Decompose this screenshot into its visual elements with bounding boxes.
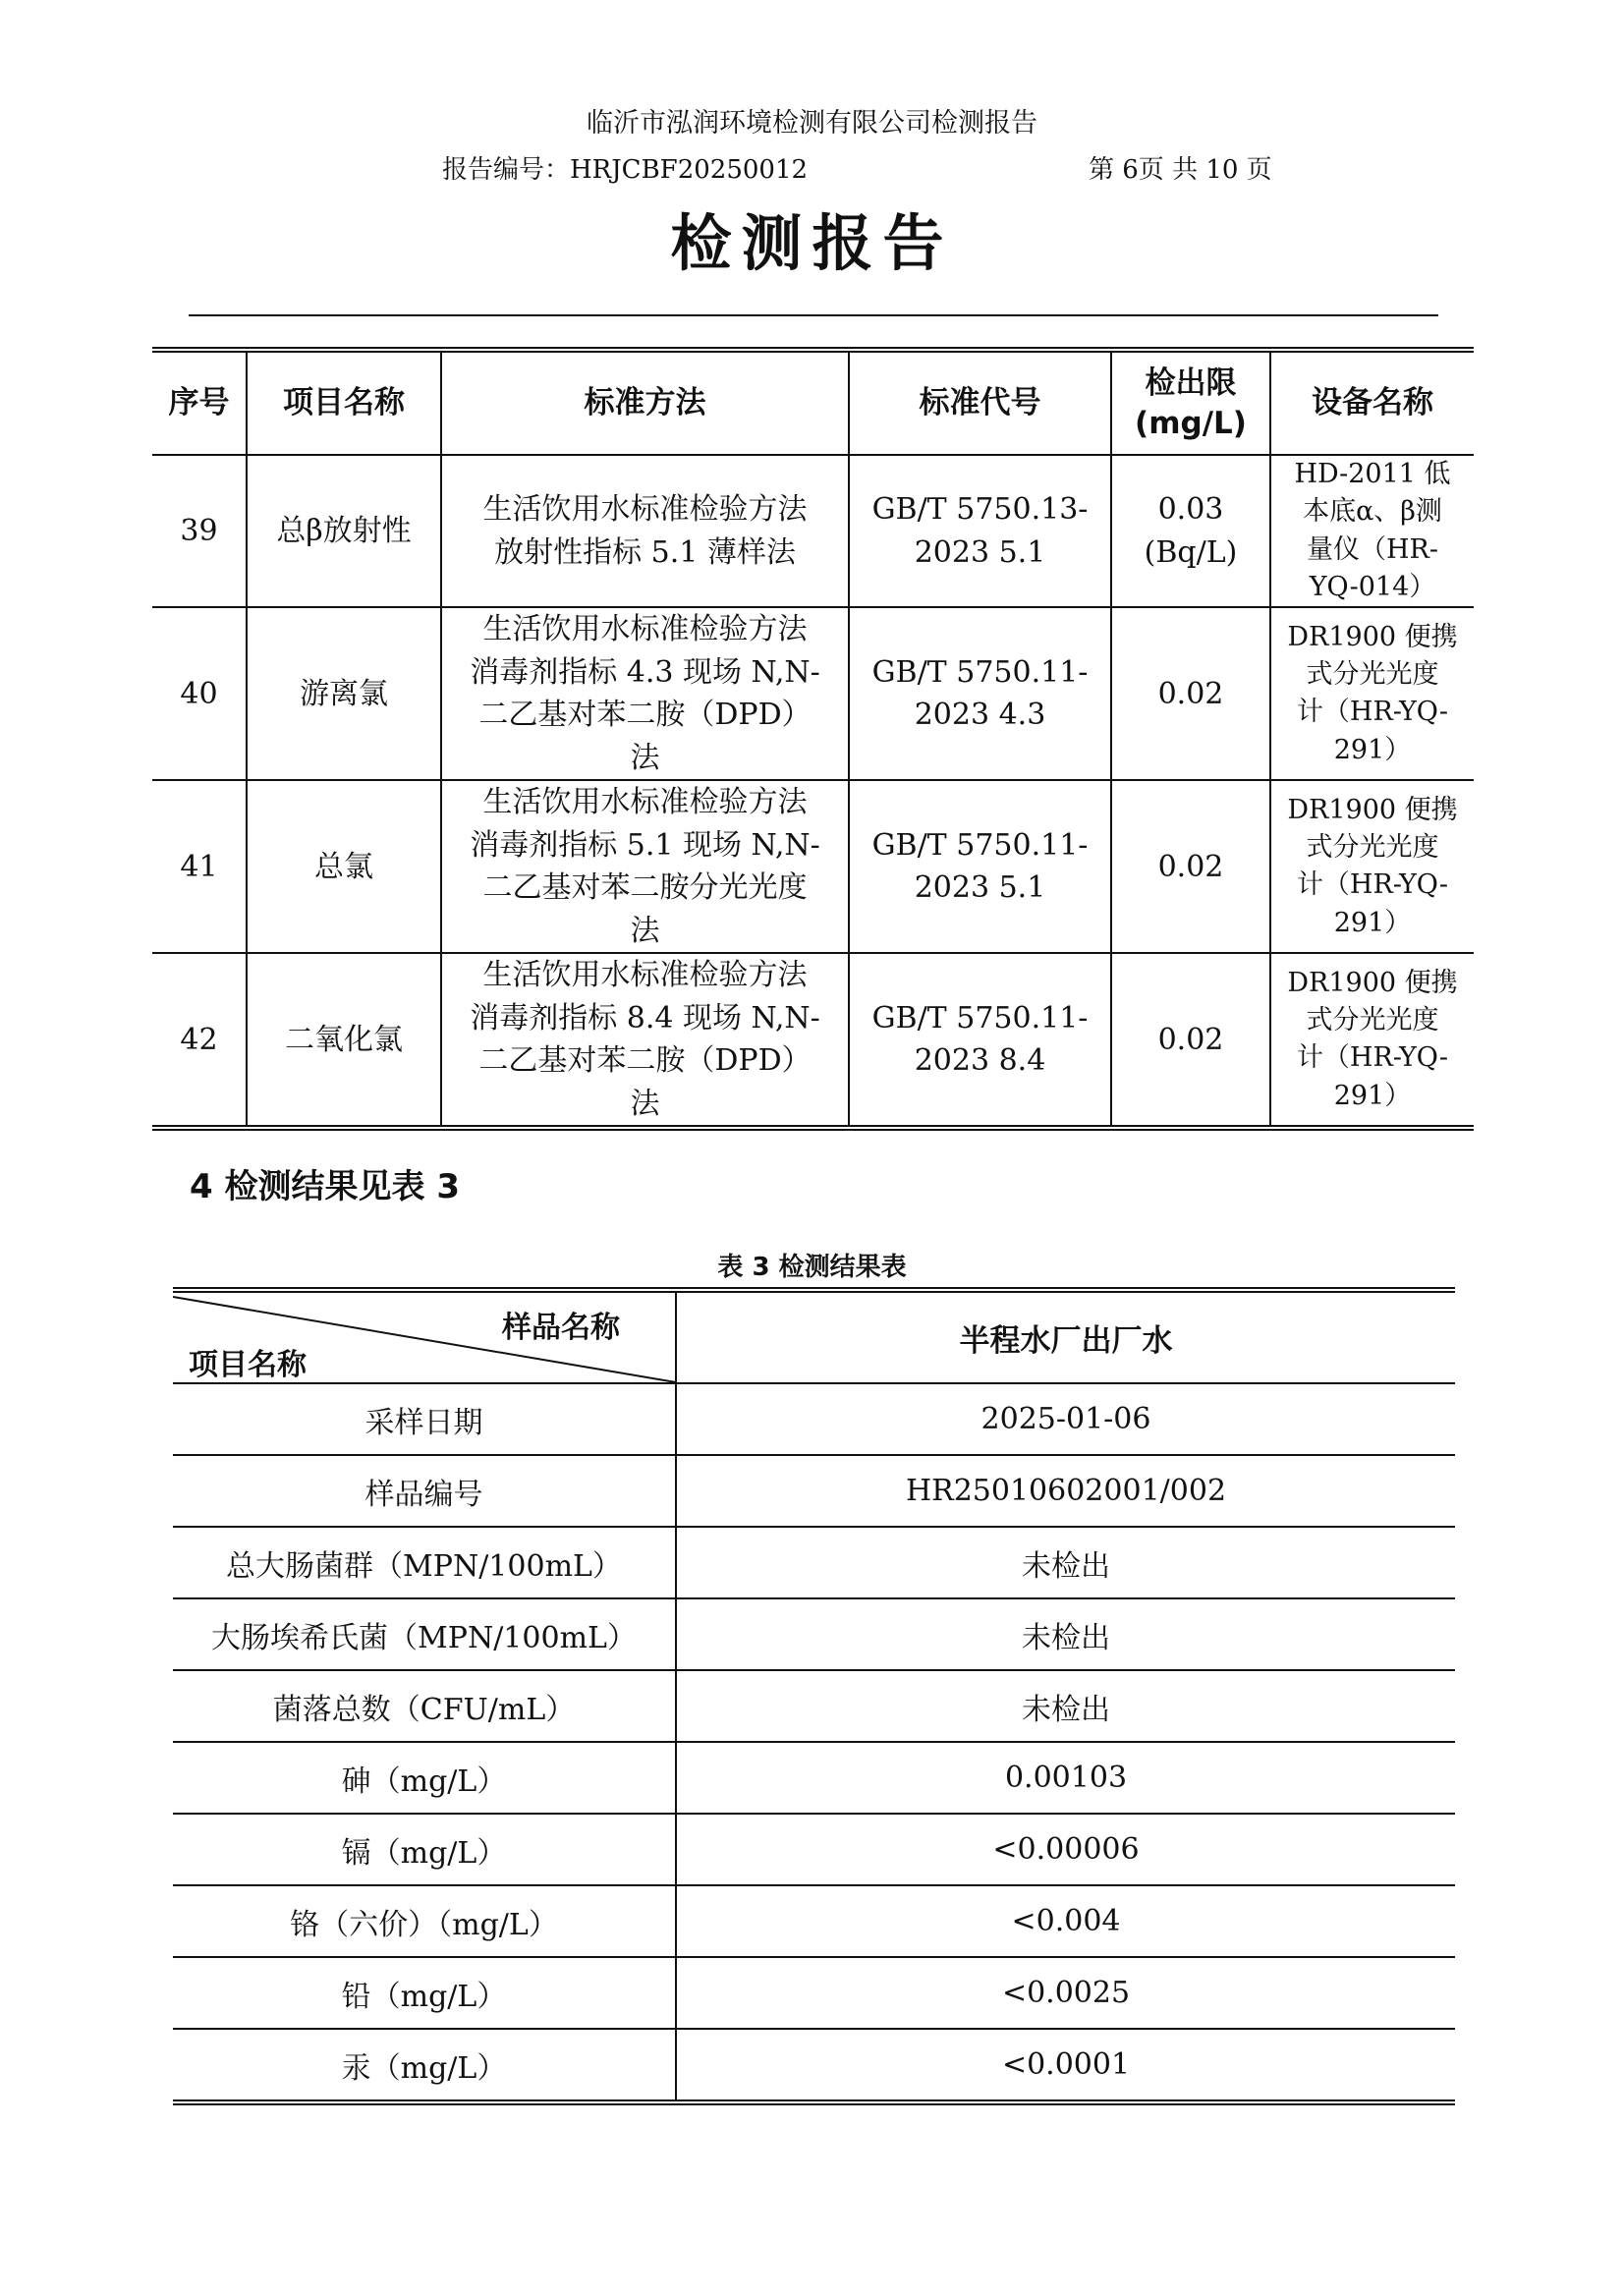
company-header: 临沂市泓润环境检测有限公司检测报告 [587, 108, 1037, 139]
cell-equipment: DR1900 便携 式分光光度 计（HR-YQ- 291） [1270, 953, 1474, 1128]
table-row [173, 1885, 1455, 1957]
corner-sample-label: 样品名称 [502, 1311, 620, 1345]
results-header-row [173, 1290, 1455, 1383]
methods-table [152, 347, 1474, 1131]
cell-limit: 0.02 [1111, 780, 1270, 953]
cell-limit: 0.02 [1111, 607, 1270, 780]
cell-equipment: DR1900 便携 式分光光度 计（HR-YQ- 291） [1270, 780, 1474, 953]
table-row [173, 1598, 1455, 1670]
table-row [152, 780, 1474, 953]
cell-method: 生活饮用水标准检验方法 消毒剂指标 5.1 现场 N,N- 二乙基对苯二胺分光光度 法 [441, 780, 849, 953]
cell-equipment: DR1900 便携 式分光光度 计（HR-YQ- 291） [1270, 607, 1474, 780]
header-code: 标准代号 [849, 350, 1111, 455]
cell-no: 40 [152, 607, 247, 780]
cell-limit: 0.02 [1111, 953, 1270, 1128]
row-label: 汞（mg/L） [173, 2029, 676, 2102]
cell-item: 游离氯 [247, 607, 441, 780]
page-title: 检测报告 [670, 207, 954, 279]
cell-code: GB/T 5750.13- 2023 5.1 [849, 455, 1111, 607]
header-equipment: 设备名称 [1270, 350, 1474, 455]
header-no: 序号 [152, 350, 247, 455]
row-value: HR25010602001/002 [676, 1455, 1455, 1527]
cell-method: 生活饮用水标准检验方法 放射性指标 5.1 薄样法 [441, 455, 849, 607]
cell-code: GB/T 5750.11- 2023 8.4 [849, 953, 1111, 1128]
row-value: <0.0025 [676, 1957, 1455, 2029]
table-row [173, 1957, 1455, 2029]
row-value: 2025-01-06 [676, 1383, 1455, 1455]
cell-no: 41 [152, 780, 247, 953]
table-row [152, 953, 1474, 1128]
row-value: <0.00006 [676, 1814, 1455, 1885]
table-row [173, 1670, 1455, 1742]
table-row [173, 1455, 1455, 1527]
cell-code: GB/T 5750.11- 2023 4.3 [849, 607, 1111, 780]
cell-method: 生活饮用水标准检验方法 消毒剂指标 8.4 现场 N,N- 二乙基对苯二胺（DPD） 法 [441, 953, 849, 1128]
cell-code: GB/T 5750.11- 2023 5.1 [849, 780, 1111, 953]
row-value: <0.004 [676, 1885, 1455, 1957]
page-indicator: 第 6页 共 10 页 [1089, 155, 1272, 185]
cell-no: 39 [152, 455, 247, 607]
row-label: 菌落总数（CFU/mL） [173, 1670, 676, 1742]
table-row [152, 607, 1474, 780]
cell-method: 生活饮用水标准检验方法 消毒剂指标 4.3 现场 N,N- 二乙基对苯二胺（DPD） 法 [441, 607, 849, 780]
methods-header-row [152, 350, 1474, 455]
row-label: 镉（mg/L） [173, 1814, 676, 1885]
table-row [173, 1383, 1455, 1455]
row-value: 0.00103 [676, 1742, 1455, 1814]
row-value: <0.0001 [676, 2029, 1455, 2102]
cell-item: 二氧化氯 [247, 953, 441, 1128]
row-value: 未检出 [676, 1670, 1455, 1742]
row-label: 采样日期 [173, 1383, 676, 1455]
section-title: 4 检测结果见表 3 [190, 1167, 460, 1206]
row-label: 总大肠菌群（MPN/100mL） [173, 1527, 676, 1598]
header-method: 标准方法 [441, 350, 849, 455]
row-label: 样品编号 [173, 1455, 676, 1527]
row-value: 未检出 [676, 1527, 1455, 1598]
row-label: 砷（mg/L） [173, 1742, 676, 1814]
table-row [173, 1742, 1455, 1814]
table-row [173, 1814, 1455, 1885]
row-label: 铬（六价）（mg/L） [173, 1885, 676, 1957]
corner-cell [173, 1290, 676, 1383]
cell-item: 总氯 [247, 780, 441, 953]
row-label: 大肠埃希氏菌（MPN/100mL） [173, 1598, 676, 1670]
sample-name: 半程水厂出厂水 [676, 1290, 1455, 1383]
row-value: 未检出 [676, 1598, 1455, 1670]
results-caption: 表 3 检测结果表 [717, 1253, 907, 1282]
corner-item-label: 项目名称 [189, 1348, 307, 1382]
table-row [173, 1527, 1455, 1598]
row-label: 铅（mg/L） [173, 1957, 676, 2029]
cell-no: 42 [152, 953, 247, 1128]
results-table [173, 1287, 1455, 2105]
cell-limit: 0.03 (Bq/L) [1111, 455, 1270, 607]
header-limit: 检出限 (mg/L) [1111, 350, 1270, 455]
cell-item: 总β放射性 [247, 455, 441, 607]
cell-equipment: HD-2011 低 本底α、β测 量仪（HR- YQ-014） [1270, 455, 1474, 607]
header-item: 项目名称 [247, 350, 441, 455]
table-row [152, 455, 1474, 607]
title-divider [189, 314, 1438, 316]
table-row [173, 2029, 1455, 2102]
report-number: 报告编号：HRJCBF20250012 [442, 155, 809, 185]
